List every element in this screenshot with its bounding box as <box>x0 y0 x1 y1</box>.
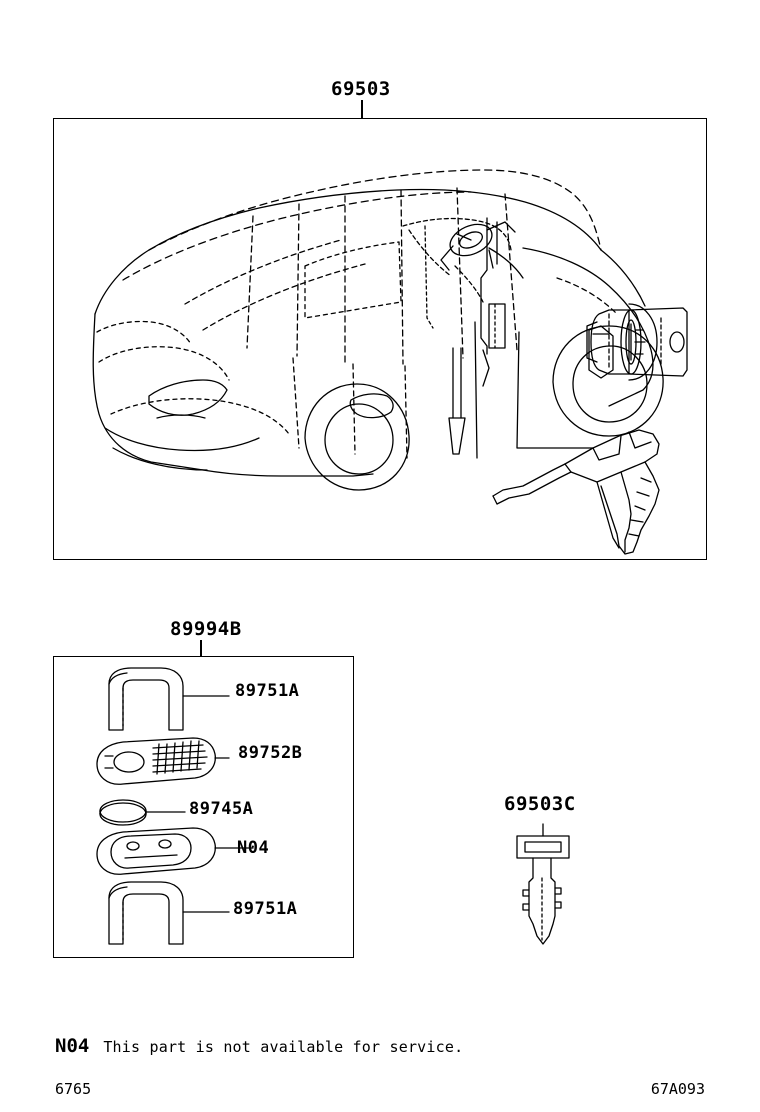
footer-page-number: 6765 <box>55 1080 92 1098</box>
leader-line-69503 <box>361 100 363 118</box>
callout-label-n04: N04 <box>237 838 270 858</box>
part-label-89994B: 89994B <box>170 618 242 640</box>
footer-figure-code: 67A093 <box>650 1080 705 1098</box>
footnote-text: This part is not available for service. <box>103 1038 464 1056</box>
callout-label-89751a-lower: 89751A <box>233 899 298 919</box>
footnote-row <box>55 1035 463 1057</box>
footnote-code: N04 <box>55 1035 90 1057</box>
callout-label-89751a-upper: 89751A <box>235 681 300 701</box>
blank-key-illustration <box>495 820 605 950</box>
part-label-69503C: 69503C <box>504 793 576 815</box>
callout-label-89745a: 89745A <box>189 799 254 819</box>
part-label-69503: 69503 <box>331 78 391 100</box>
top-panel-frame <box>53 118 707 560</box>
callout-label-89752b: 89752B <box>238 743 303 763</box>
